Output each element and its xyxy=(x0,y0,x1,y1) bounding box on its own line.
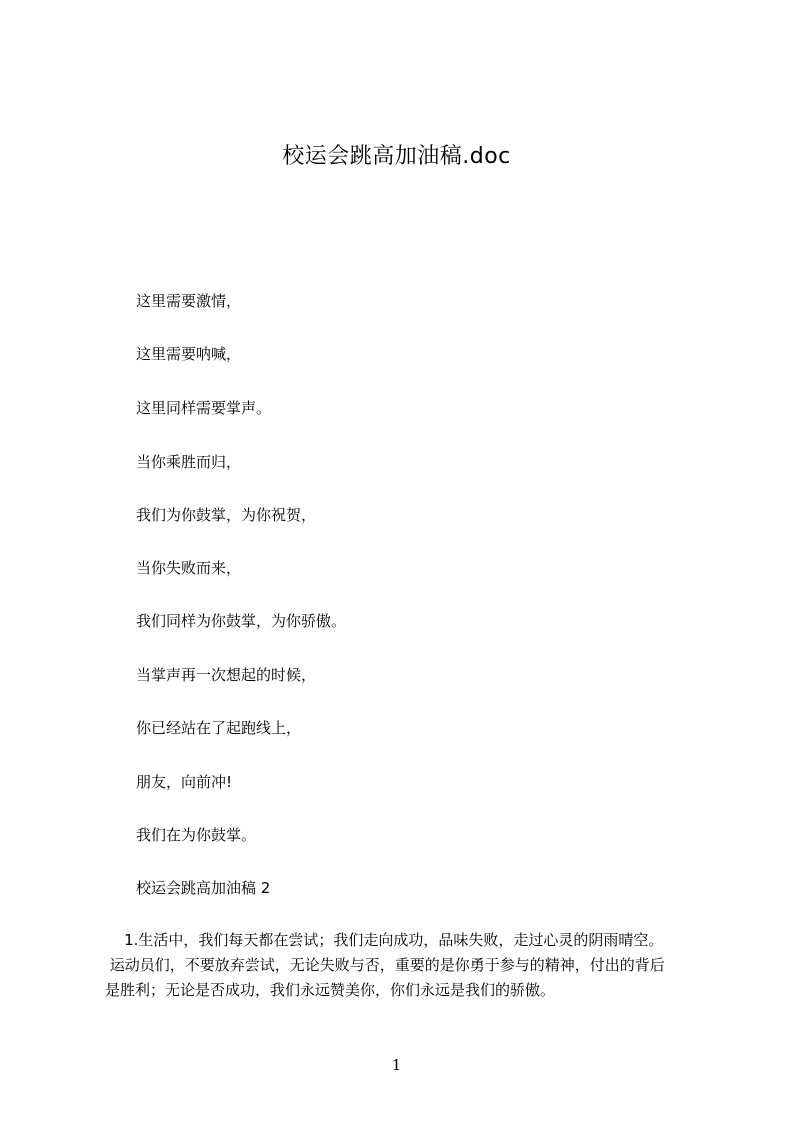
paragraph-line: 是胜利；无论是否成功，我们永远赞美你，你们永远是我们的骄傲。 xyxy=(105,981,556,999)
paragraph-line: 1.生活中，我们每天都在尝试；我们走向成功，品味失败，走过心灵的阴雨晴空。 xyxy=(105,931,664,949)
section-heading: 校运会跳高加油稿 2 xyxy=(136,879,271,897)
text-line: 朋友，向前冲! xyxy=(136,773,233,791)
text-line: 这里需要呐喊， xyxy=(136,345,242,363)
text-line: 当掌声再一次想起的时候， xyxy=(136,666,317,684)
text-line: 当你乘胜而归， xyxy=(136,453,242,471)
document-title: 校运会跳高加油稿.doc xyxy=(282,144,511,169)
text-line: 你已经站在了起跑线上， xyxy=(136,719,302,737)
page-number: 1 xyxy=(391,1056,402,1074)
paragraph-line: 运动员们，不要放弃尝试，无论失败与否，重要的是你勇于参与的精神，付出的背后 xyxy=(105,956,665,974)
text-line: 我们同样为你鼓掌，为你骄傲。 xyxy=(136,612,347,630)
body-paragraph xyxy=(105,928,725,1003)
text-line: 这里同样需要掌声。 xyxy=(136,399,272,417)
text-line: 这里需要激情， xyxy=(136,292,242,310)
text-line: 我们为你鼓掌，为你祝贺， xyxy=(136,506,317,524)
text-line: 我们在为你鼓掌。 xyxy=(136,826,257,844)
text-line: 当你失败而来， xyxy=(136,559,242,577)
